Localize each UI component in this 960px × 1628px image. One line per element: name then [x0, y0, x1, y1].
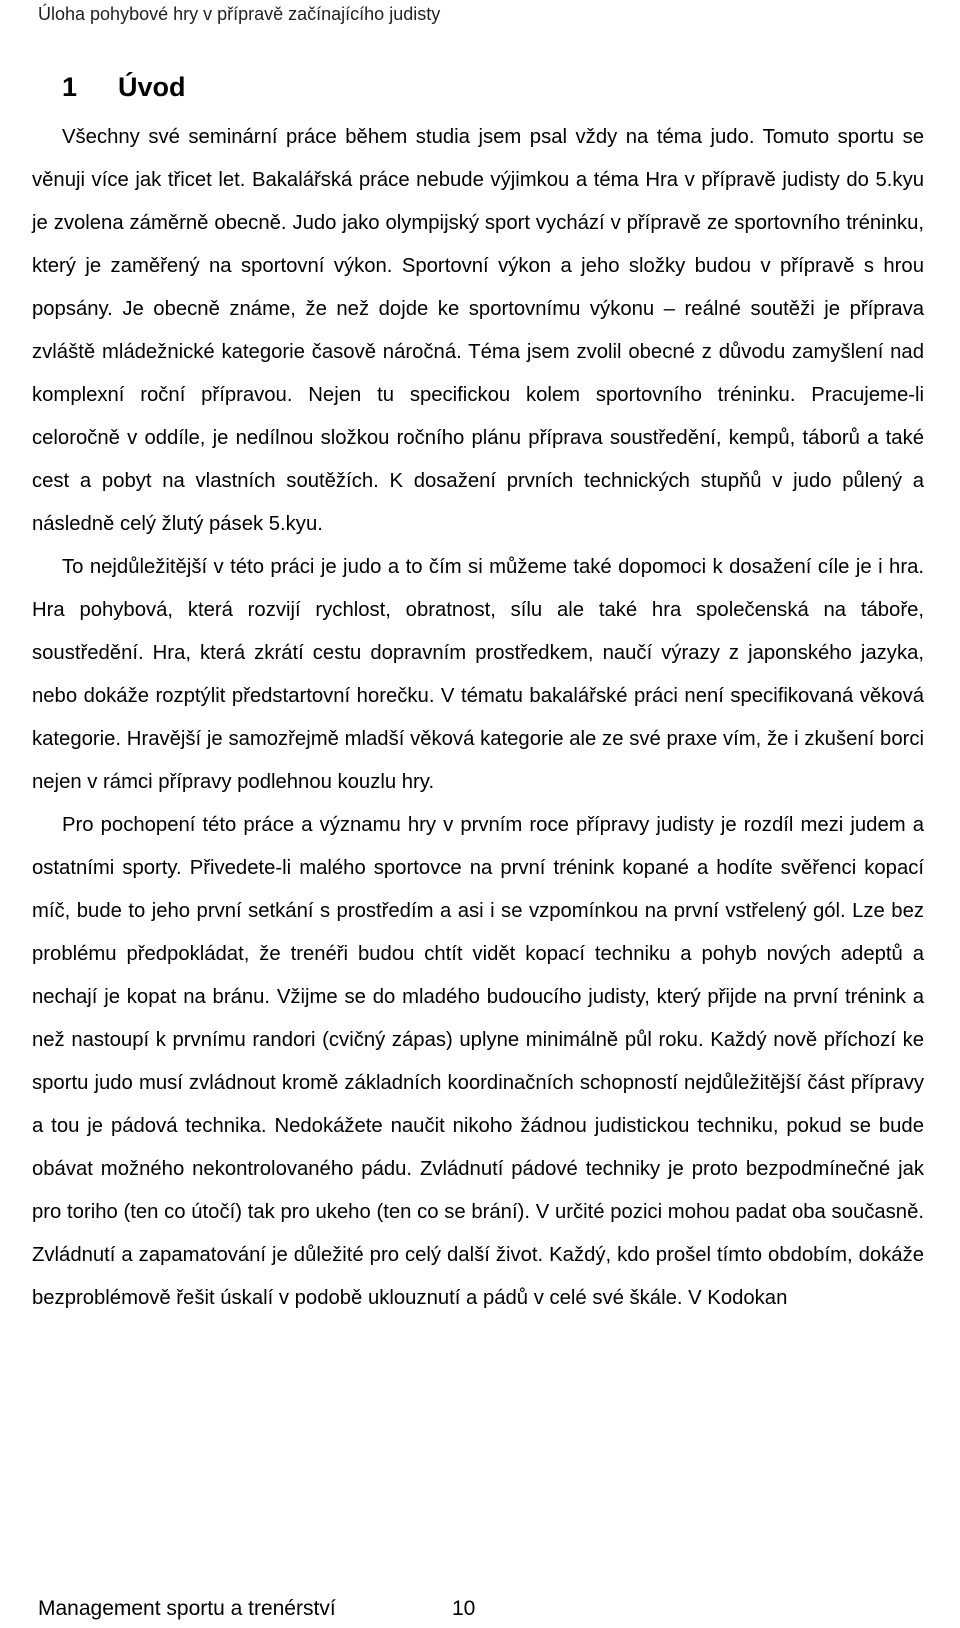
- chapter-number: 1: [62, 72, 78, 102]
- body-text: [32, 116, 924, 1320]
- running-header: Úloha pohybové hry v přípravě začínajícího judisty: [38, 4, 441, 24]
- page-number: 10: [452, 1597, 476, 1620]
- footer-text: Management sportu a trenérství: [38, 1597, 336, 1620]
- paragraph: To nejdůležitější v této práci je judo a to čím si můžeme také dopomoci k dosažení cíle je i hra. Hra pohybová, která rozvijí rychlost, obratnost, sílu ale také hra společenská na táboře, soustředění. Hra, která zkrátí cestu dopravním prostředkem, naučí výrazy z japonského jazyka, nebo dokáže rozptýlit předstartovní horečku. V tématu bakalářské práci není specifikovaná věková kategorie. Hravější je samozřejmě mladší věková kategorie ale ze své praxe vím, že i zkušení borci nejen v rámci přípravy podlehnou kouzlu hry.: [32, 556, 924, 793]
- chapter-heading: [62, 72, 186, 103]
- chapter-title: Úvod: [118, 72, 186, 102]
- page-footer: [38, 1597, 476, 1621]
- paragraph: Všechny své seminární práce během studia jsem psal vždy na téma judo. Tomuto sportu se věnuji více jak třicet let. Bakalářská práce nebude výjimkou a téma Hra v přípravě judisty do 5.kyu je zvolena záměrně obecně. Judo jako olympijský sport vychází v přípravě ze sportovního tréninku, který je zaměřený na sportovní výkon. Sportovní výkon a jeho složky budou v přípravě s hrou popsány. Je obecně známe, že než dojde ke sportovnímu výkonu – reálné soutěži je příprava zvláště mládežnické kategorie časově náročná. Téma jsem zvolil obecné z důvodu zamyšlení nad komplexní roční přípravou. Nejen tu specifickou kolem sportovního tréninku. Pracujeme-li celoročně v oddíle, je nedílnou složkou ročního plánu příprava soustředění, kempů, táborů a také cest a pobyt na vlastních soutěžích. K dosažení prvních technických stupňů v judo půlený a následně celý žlutý pásek 5.kyu.: [32, 126, 924, 535]
- paragraph: Pro pochopení této práce a významu hry v prvním roce přípravy judisty je rozdíl mezi judem a ostatními sporty. Přivedete-li malého sportovce na první trénink kopané a hodíte svěřenci kopací míč, bude to jeho první setkání s prostředím a asi i se vzpomínkou na první vstřelený gól. Lze bez problému předpokládat, že trenéři budou chtít vidět kopací techniku a pohyb nových adeptů a nechají je kopat na bránu. Vžijme se do mladého budoucího judisty, který přijde na první trénink a než nastoupí k prvnímu randori (cvičný zápas) uplyne minimálně půl roku. Každý nově příchozí ke sportu judo musí zvládnout kromě základních koordinačních schopností nejdůležitější část přípravy a tou je pádová technika. Nedokážete naučit nikoho žádnou judistickou techniku, pokud se bude obávat možného nekontrolovaného pádu. Zvládnutí pádové techniky je proto bezpodmínečné jak pro toriho (ten co útočí) tak pro ukeho (ten co se brání). V určité pozici mohou padat oba současně. Zvládnutí a zapamatování je důležité pro celý další život. Každý, kdo prošel tímto obdobím, dokáže bezproblémově řešit úskalí v podobě uklouznutí a pádů v celé své škále. V Kodokan: [32, 814, 924, 1309]
